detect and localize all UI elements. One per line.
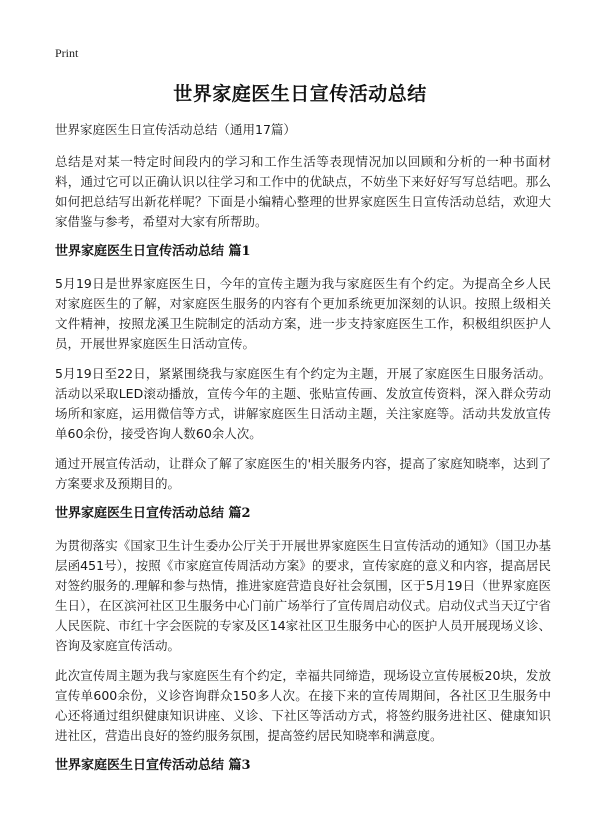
section-heading-3: 世界家庭医生日宣传活动总结 篇3 bbox=[55, 758, 251, 773]
section-2-paragraph-1: 为贯彻落实《国家卫生计生委办公厅关于开展世界家庭医生日宣传活动的通知》（国卫办基层函451号），按照《市家庭宣传周活动方案》的要求，宣传家庭的意义和内容，提高居民对签约服务的.理解和参与热情，推进家庭营造良好社会氛围，区于5月19日（世界家庭医生日），在区滨河社区卫生服务中心门前广场举行了宣传周启动仪式。启动仪式当天辽宁省人民医院、市红十字会医院的专家及区14家社区卫生服务中心的医护人员开展现场义诊、咨询及家庭宣传活动。 bbox=[55, 538, 551, 653]
document-subtitle: 世界家庭医生日宣传活动总结（通用17篇） bbox=[55, 122, 296, 137]
section-heading-2: 世界家庭医生日宣传活动总结 篇2 bbox=[55, 506, 251, 521]
section-heading-1: 世界家庭医生日宣传活动总结 篇1 bbox=[55, 244, 251, 259]
document-body bbox=[55, 120, 551, 788]
section-1-paragraph-1: 5月19日是世界家庭医生日，今年的宣传主题为我与家庭医生有个约定。为提高全乡人民对家庭医生的了解，对家庭医生服务的内容有个更加系统更加深刻的认识。按照上级相关文件精神，按照龙溪卫生院制定的活动方案，进一步支持家庭医生工作，积极组织医护人员，开展世界家庭医生日活动宣传。 bbox=[55, 276, 551, 351]
section-2-paragraph-2: 此次宣传周主题为我与家庭医生有个约定，幸福共同缔造，现场设立宣传展板20块，发放宣传单600余份，义诊咨询群众150多人次。在接下来的宣传周期间，各社区卫生服务中心还将通过组织健康知识讲座、义诊、下社区等活动方式，将签约服务进社区、健康知识进社区，营造出良好的签约服务氛围，提高签约居民知晓率和满意度。 bbox=[55, 668, 551, 743]
print-label[interactable]: Print bbox=[55, 46, 79, 60]
section-1-paragraph-3: 通过开展宣传活动，让群众了解了家庭医生的'相关服务内容，提高了家庭知晓率，达到了方案要求及预期目的。 bbox=[55, 456, 551, 491]
section-1-paragraph-2: 5月19日至22日，紧紧围绕我与家庭医生有个约定为主题，开展了家庭医生日服务活动。活动以采取LED滚动播放，宣传今年的主题、张贴宣传画、发放宣传资料，深入群众劳动场所和家庭，运用微信等方式，讲解家庭医生日活动主题，关注家庭等。活动共发放宣传单60余份，接受咨询人数60余人次。 bbox=[55, 366, 551, 441]
page-title: 世界家庭医生日宣传活动总结 bbox=[173, 83, 427, 105]
intro-paragraph: 总结是对某一特定时间段内的学习和工作生活等表现情况加以回顾和分析的一种书面材料，通过它可以正确认识以往学习和工作中的优缺点，不妨坐下来好好写写总结吧。那么如何把总结写出新花样呢？下面是小编精心整理的世界家庭医生日宣传活动总结，欢迎大家借鉴与参考，希望对大家有所帮助。 bbox=[55, 154, 551, 229]
